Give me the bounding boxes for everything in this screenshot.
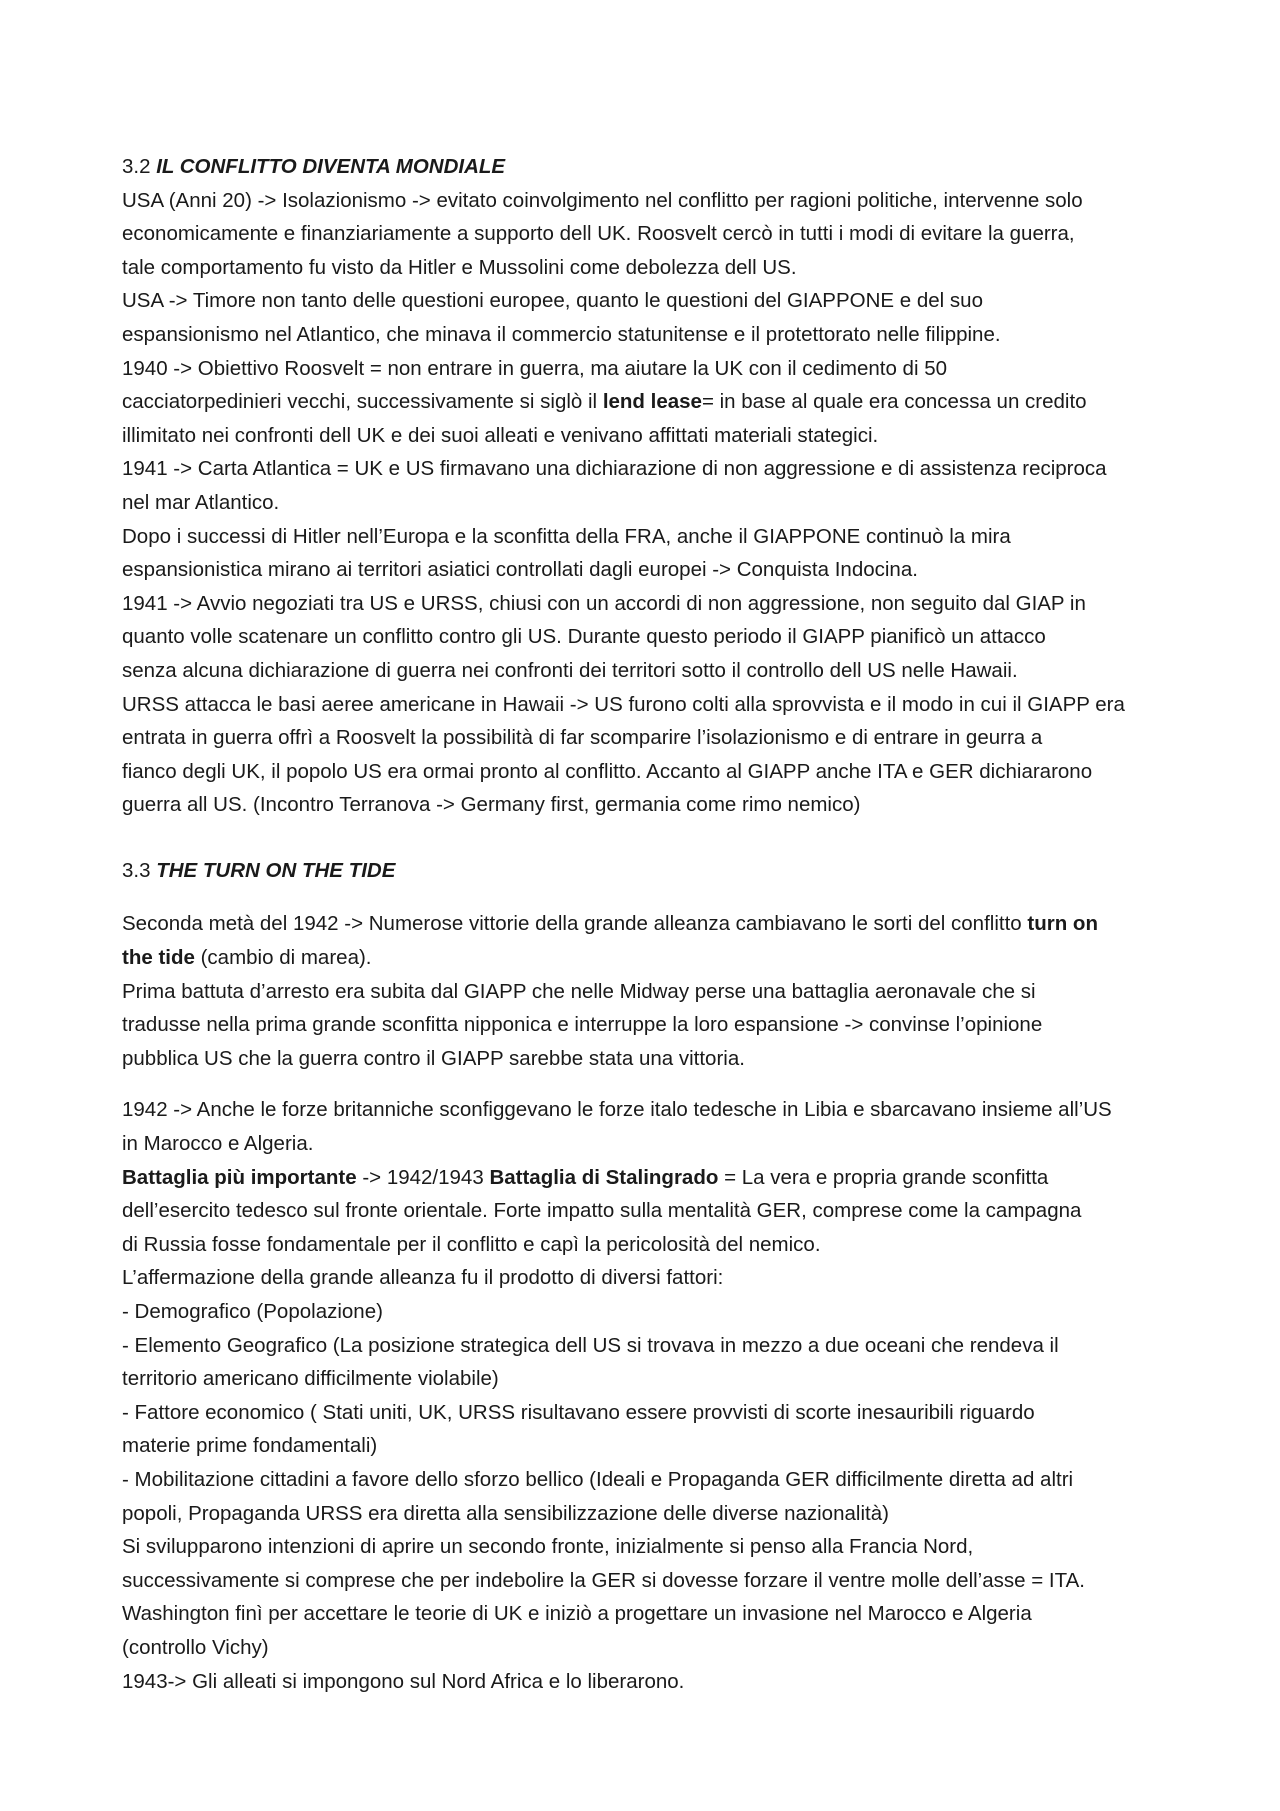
text-line: (controllo Vichy) — [122, 1635, 269, 1659]
text-line: Dopo i successi di Hitler nell’Europa e la sconfitta della FRA, anche il GIAPPONE continuò la mira — [122, 524, 1011, 548]
text-line: fianco degli UK, il popolo US era ormai pronto al conflitto. Accanto al GIAPP anche ITA e GER dichiararono — [122, 759, 1093, 783]
text-line: USA (Anni 20) -> Isolazionismo -> evitato coinvolgimento nel conflitto per ragioni politiche, intervenne solo — [122, 188, 1083, 212]
text-line: pubblica US che la guerra contro il GIAPP sarebbe stata una vittoria. — [122, 1046, 745, 1070]
section-heading-3-2 — [122, 150, 1182, 184]
section-title: THE TURN ON THE TIDE — [156, 858, 396, 882]
list-item: - Elemento Geografico (La posizione strategica dell US si trovava in mezzo a due oceani che rendeva il — [122, 1333, 1059, 1357]
text-line: 1942 -> Anche le forze britanniche sconfiggevano le forze italo tedesche in Libia e sbarcavano insieme all’US — [122, 1098, 1112, 1122]
text-span: = La vera e propria grande sconfitta — [718, 1165, 1049, 1189]
text-line: tradusse nella prima grande sconfitta nipponica e interruppe la loro espansione -> convinse l’opinione — [122, 1013, 1043, 1037]
text-line: materie prime fondamentali) — [122, 1434, 378, 1458]
text-span: (cambio di marea). — [194, 946, 372, 970]
text-line: quanto volle scatenare un conflitto contro gli US. Durante questo periodo il GIAPP pianificò un attacco — [122, 625, 1046, 649]
section-number: 3.2 — [122, 155, 151, 178]
text-line: guerra all US. (Incontro Terranova -> Germany first, germania come rimo nemico) — [122, 793, 861, 817]
text-span: cacciatorpedinieri vecchi, successivamente si siglò il — [122, 390, 603, 414]
list-item: - Fattore economico ( Stati uniti, UK, URSS risultavano essere provvisti di scorte inesauribili riguardo — [122, 1400, 1035, 1424]
text-span: = in base al quale era concessa un credito — [701, 390, 1087, 414]
bold-term-the-tide: the tide — [122, 946, 195, 970]
text-line-turn-tide — [122, 907, 1182, 941]
text-line: Washington finì per accettare le teorie di UK e iniziò a progettare un invasione nel Marocco e Algeria — [122, 1602, 1032, 1626]
bold-term-stalingrado: Battaglia di Stalingrado — [489, 1165, 719, 1189]
text-line: Prima battuta d’arresto era subita dal GIAPP che nelle Midway perse una battaglia aeronavale che si — [122, 979, 1036, 1003]
text-line: senza alcuna dichiarazione di guerra nei confronti dei territori sotto il controllo dell US nelle Hawaii. — [122, 658, 1018, 682]
text-line: nel mar Atlantico. — [122, 490, 280, 514]
text-line: 1941 -> Carta Atlantica = UK e US firmavano una dichiarazione di non aggressione e di assistenza reciproca — [122, 457, 1107, 481]
text-line: tale comportamento fu visto da Hitler e Mussolini come debolezza dell US. — [122, 255, 797, 279]
section-heading-3-3 — [122, 854, 1182, 888]
text-line: espansionismo nel Atlantico, che minava il commercio statunitense e il protettorato nelle filippine. — [122, 322, 1001, 346]
text-line: successivamente si comprese che per indebolire la GER si dovesse forzare il ventre molle dell’asse = ITA. — [122, 1568, 1085, 1592]
text-line: 1940 -> Obiettivo Roosvelt = non entrare in guerra, ma aiutare la UK con il cedimento di 50 — [122, 356, 948, 380]
text-line: 1941 -> Avvio negoziati tra US e URSS, chiusi con un accordi di non aggressione, non seguito dal GIAP in — [122, 591, 1086, 615]
text-line: illimitato nei confronti dell UK e dei suoi alleati e venivano affittati materiali stategici. — [122, 423, 879, 447]
bold-term-battaglia-importante: Battaglia più importante — [122, 1165, 357, 1189]
section-title: IL CONFLITTO DIVENTA MONDIALE — [156, 155, 506, 178]
text-line: popoli, Propaganda URSS era diretta alla sensibilizzazione delle diverse nazionalità) — [122, 1501, 889, 1525]
list-item: - Demografico (Popolazione) — [122, 1300, 383, 1323]
text-line: L’affermazione della grande alleanza fu il prodotto di diversi fattori: — [122, 1266, 724, 1290]
text-span: Seconda metà del 1942 -> Numerose vittorie della grande alleanza cambiavano le sorti del conflitto — [122, 912, 1028, 936]
text-span: -> 1942/1943 — [356, 1165, 490, 1189]
section-number: 3.3 — [122, 858, 151, 882]
text-line: espansionistica mirano ai territori asiatici controllati dagli europei -> Conquista Indocina. — [122, 558, 918, 582]
text-line: di Russia fosse fondamentale per il conflitto e capì la pericolosità del nemico. — [122, 1232, 821, 1256]
document-page — [122, 150, 1182, 1698]
text-line: territorio americano difficilmente violabile) — [122, 1367, 499, 1391]
text-line: economicamente e finanziariamente a supporto dell UK. Roosvelt cercò in tutti i modi di evitare la guerra, — [122, 222, 1075, 246]
list-item: - Mobilitazione cittadini a favore dello sforzo bellico (Ideali e Propaganda GER difficilmente diretta ad altri — [122, 1467, 1074, 1491]
text-line: dell’esercito tedesco sul fronte orientale. Forte impatto sulla mentalità GER, comprese come la campagna — [122, 1199, 1082, 1223]
text-line: Si svilupparono intenzioni di aprire un secondo fronte, inizialmente si penso alla Francia Nord, — [122, 1535, 974, 1559]
text-line-turn-tide-2 — [122, 941, 1182, 975]
text-line-stalingrado — [122, 1161, 1182, 1195]
paragraph-gap — [122, 887, 1182, 907]
text-line: USA -> Timore non tanto delle questioni europee, quanto le questioni del GIAPPONE e del suo — [122, 289, 983, 313]
text-line: entrata in guerra offrì a Roosvelt la possibilità di far scomparire l’isolazionismo e di entrare in geurra a — [122, 726, 1043, 750]
text-line-lend-lease — [122, 385, 1182, 419]
paragraph-gap — [122, 1075, 1182, 1093]
text-line: URSS attacca le basi aeree americane in Hawaii -> US furono colti alla sprovvista e il modo in cui il GIAPP era — [122, 692, 1125, 716]
paragraph-gap — [122, 822, 1182, 854]
bold-term-turn-on: turn on — [1027, 912, 1098, 936]
bold-term-lend-lease: lend lease — [602, 390, 702, 414]
text-line: 1943-> Gli alleati si impongono sul Nord Africa e lo liberarono. — [122, 1669, 685, 1693]
text-line: in Marocco e Algeria. — [122, 1132, 314, 1156]
